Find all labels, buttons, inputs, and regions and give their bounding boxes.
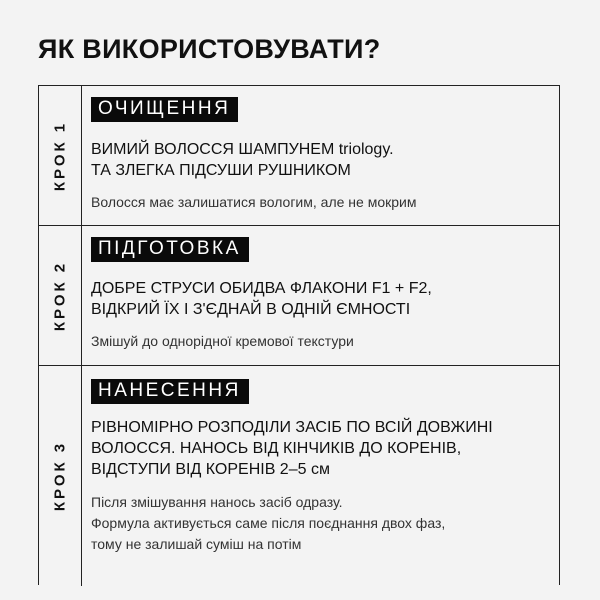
- steps-table: [38, 85, 560, 585]
- note-line: Волосся має залишатися вологим, але не мокрим: [91, 194, 417, 210]
- step-instruction-1: [91, 139, 551, 181]
- step-label-2: КРОК 2: [51, 260, 69, 331]
- page-title: ЯК ВИКОРИСТОВУВАТИ?: [38, 34, 381, 64]
- step-label-1: КРОК 1: [51, 120, 69, 191]
- instruction-line: ТА ЗЛЕГКА ПІДСУШИ РУШНИКОМ: [91, 162, 351, 179]
- note-line: Змішуй до однорідної кремової текстури: [91, 333, 354, 349]
- step-row-3: [39, 366, 559, 586]
- step-row-2: [39, 226, 559, 366]
- step-note-3: [91, 492, 551, 555]
- note-line: Формула активується саме після поєднання двох фаз,: [91, 515, 446, 531]
- instruction-line: РІВНОМІРНО РОЗПОДІЛИ ЗАСІБ ПО ВСІЙ ДОВЖИНІ: [91, 419, 493, 436]
- instruction-line: ВОЛОССЯ. НАНОСЬ ВІД КІНЧИКІВ ДО КОРЕНІВ,: [91, 440, 462, 457]
- step-badge-2: ПІДГОТОВКА: [91, 237, 249, 262]
- step-instruction-2: [91, 278, 551, 320]
- instruction-line: ВИМИЙ ВОЛОССЯ ШАМПУНЕМ triology.: [91, 141, 394, 158]
- note-line: Після змішування нанось засіб одразу.: [91, 494, 343, 510]
- step-note-2: [91, 332, 551, 351]
- step-instruction-3: [91, 417, 551, 480]
- step-side-3: [39, 366, 82, 586]
- step-note-1: [91, 193, 551, 212]
- step-side-2: [39, 226, 82, 365]
- step-label-3: КРОК 3: [51, 440, 69, 512]
- step-badge-1: ОЧИЩЕННЯ: [91, 97, 238, 122]
- instruction-line: ДОБРЕ СТРУСИ ОБИДВА ФЛАКОНИ F1 + F2,: [91, 280, 432, 297]
- step-side-1: [39, 86, 82, 225]
- instruction-line: ВІДСТУПИ ВІД КОРЕНІВ 2–5 см: [91, 461, 330, 478]
- instruction-line: ВІДКРИЙ ЇХ І З'ЄДНАЙ В ОДНІЙ ЄМНОСТІ: [91, 301, 411, 318]
- step-badge-3: НАНЕСЕННЯ: [91, 379, 249, 404]
- note-line: тому не залишай суміш на потім: [91, 536, 302, 552]
- step-row-1: [39, 86, 559, 226]
